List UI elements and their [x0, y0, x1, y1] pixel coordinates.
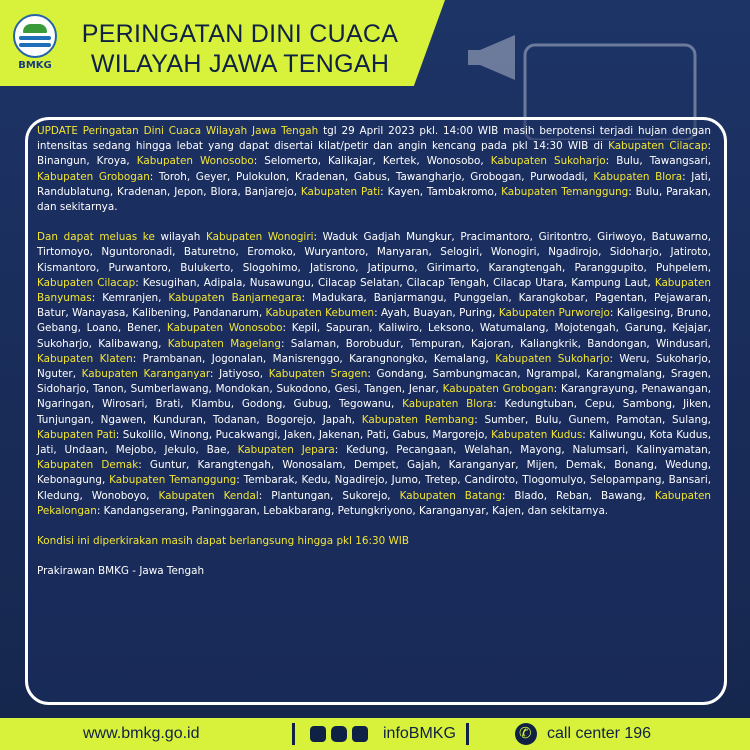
highlight-text: Kabupaten Pati: [37, 428, 116, 441]
body-text: : Plantungan, Sukorejo,: [258, 489, 400, 502]
highlight-text: Kabupaten Magelang: [167, 337, 281, 350]
logo-text: BMKG: [18, 60, 52, 71]
highlight-text: Kabupaten Wonosobo: [166, 322, 283, 335]
body-text: : Karangrayung, Penawangan, Ngaringan, Wirosari, Brati, Klambu, Godong, Gubug, Tegowanu,: [37, 383, 711, 411]
page-title-line2: WILAYAH JAWA TENGAH: [90, 50, 390, 78]
warning-content: [37, 124, 711, 594]
body-text: : Selomerto, Kalikajar, Kertek, Wonosobo,: [253, 155, 491, 168]
body-text: : Kaligesing, Bruno, Gebang, Loano, Bener,: [37, 307, 712, 335]
body-text: : Madukara, Banjarmangu, Punggelan, Karangkobar, Pagentan, Pejawaran, Batur, Wanayasa, Kalibening, Pandanarum,: [37, 292, 711, 320]
highlight-text: Kabupaten Demak: [37, 459, 139, 472]
highlight-text: Kabupaten Sukoharjo: [490, 155, 606, 168]
highlight-text: Kabupaten Blora: [593, 170, 683, 183]
highlight-text: Kabupaten Grobogan: [442, 383, 554, 396]
youtube-icon[interactable]: [352, 726, 368, 742]
body-text: : Blado, Reban, Bawang,: [501, 489, 655, 502]
phone-icon: [515, 723, 537, 745]
highlight-text: UPDATE Peringatan Dini Cuaca Wilayah Jawa Tengah: [37, 125, 319, 137]
body-text: : Bulu, Parakan, dan sekitarnya.: [37, 185, 711, 214]
bmkg-logo: [10, 14, 60, 76]
highlight-text: Kabupaten Pati: [300, 185, 381, 198]
body-text: : Kedung, Pecangaan, Welahan, Mayong, Nalumsari, Kalinyamatan,: [334, 444, 711, 457]
body-text: : Kesugihan, Adipala, Nusawungu, Cilacap Selatan, Cilacap Tengah, Cilacap Utara, Kampung Laut,: [135, 276, 655, 289]
highlight-text: Kabupaten Banjarnegara: [168, 292, 302, 305]
highlight-text: Kabupaten Kendal: [158, 489, 259, 502]
warning-paragraph-2: [37, 230, 711, 519]
body-text: : Kaliwungu, Kota Kudus, Jati, Undaan, Mejobo, Jekulo, Bae,: [37, 428, 711, 457]
forecaster-signature: Prakirawan BMKG - Jawa Tengah: [37, 565, 205, 578]
body-text: : Kemranjen,: [91, 292, 169, 305]
highlight-text: Kabupaten Cilacap: [37, 276, 136, 289]
highlight-text: Kabupaten Sragen: [268, 368, 368, 381]
body-text: : Binangun, Kroya,: [37, 140, 711, 168]
highlight-text: Kabupaten Kebumen: [265, 307, 375, 320]
highlight-text: Kabupaten Temanggung: [501, 185, 629, 198]
body-text: tgl 29 April 2023 pkl. 14:00 WIB masih berpotensi terjadi hujan dengan intensitas sedang hingga lebat yang dapat disertai kilat/petir dan angin kencang pada pkl 14:30 WIB di: [37, 125, 711, 153]
highlight-text: Kabupaten Rembang: [361, 413, 475, 426]
highlight-text: Kabupaten Klaten: [37, 352, 133, 365]
footer-divider: [292, 723, 295, 745]
page-title-line1: PERINGATAN DINI CUACA: [81, 20, 399, 48]
highlight-text: Kabupaten Wonogiri: [205, 231, 314, 244]
body-text: : Salaman, Borobudur, Tempuran, Kajoran, Kaliangkrik, Bandongan, Windusari,: [280, 337, 711, 350]
body-text: : Ayah, Buayan, Puring,: [374, 307, 499, 320]
highlight-text: Kabupaten Sukoharjo: [495, 352, 610, 365]
footer-bar: [0, 718, 750, 750]
highlight-text: Kabupaten Wonosobo: [136, 155, 254, 168]
body-text: wilayah: [154, 231, 206, 244]
social-icons: [310, 726, 368, 742]
call-center[interactable]: call center 196: [547, 725, 652, 742]
highlight-text: Kabupaten Cilacap: [608, 140, 708, 153]
body-text: : Tembarak, Kedu, Ngadirejo, Jumo, Tretep, Candiroto, Tlogomulyo, Selopampang, Bansari, Kledung, Wonoboyo,: [37, 474, 712, 502]
body-text: : Kayen, Tambakromo,: [380, 185, 502, 198]
highlight-text: Kabupaten Temanggung: [109, 474, 237, 487]
duration-notice: Kondisi ini diperkirakan masih dapat berlangsung hingga pkl 16:30 WIB: [37, 535, 409, 548]
highlight-text: Kabupaten Grobogan: [37, 170, 150, 183]
warning-paragraph-1: [37, 124, 711, 215]
highlight-text: Kabupaten Purworejo: [498, 307, 610, 320]
body-text: : Bulu, Tawangsari,: [605, 155, 712, 168]
instagram-icon[interactable]: [331, 726, 347, 742]
social-handle[interactable]: infoBMKG: [383, 725, 456, 742]
body-text: : Guntur, Karangtengah, Wonosalam, Dempet, Gajah, Karanganyar, Mijen, Demak, Bonang, Wedung, Kebonagung,: [37, 459, 711, 487]
megaphone-icon: [468, 35, 515, 80]
body-text: : Weru, Sukoharjo, Nguter,: [37, 352, 711, 381]
body-text: : Jatiyoso,: [209, 368, 269, 381]
bmkg-emblem-icon: [13, 14, 57, 58]
highlight-text: Kabupaten Jepara: [237, 444, 335, 457]
highlight-text: Kabupaten Kudus: [491, 428, 583, 441]
highlight-text: Kabupaten Blora: [402, 398, 494, 411]
body-text: : Kedungtuban, Cepu, Sambong, Jiken, Tunjungan, Ngawen, Kunduran, Todanan, Bogorejo, Japah,: [37, 398, 711, 426]
highlight-text: Kabupaten Banyumas: [37, 276, 712, 305]
body-text: : Jati, Randublatung, Kradenan, Jepon, Blora, Banjarejo,: [37, 170, 712, 198]
website-link[interactable]: www.bmkg.go.id: [83, 725, 200, 742]
highlight-text: Kabupaten Karanganyar: [81, 368, 210, 381]
footer-divider: [466, 723, 469, 745]
highlight-text: Dan dapat meluas ke: [37, 231, 155, 244]
highlight-text: Kabupaten Pekalongan: [37, 489, 712, 517]
body-text: : Sumber, Bulu, Gunem, Pamotan, Sulang,: [474, 413, 711, 426]
body-text: : Sukolilo, Winong, Pucakwangi, Jaken, Jakenan, Pati, Gabus, Margorejo,: [115, 428, 492, 441]
highlight-text: Kabupaten Batang: [399, 489, 502, 502]
body-text: : Kandangserang, Paninggaran, Lebakbarang, Petungkriyono, Karanganyar, Kajen, dan sekitarnya.: [96, 504, 609, 517]
body-text: : Prambanan, Jogonalan, Manisrenggo, Karangnongko, Kemalang,: [132, 352, 496, 365]
body-text: : Waduk Gadjah Mungkur, Pracimantoro, Giritontro, Giriwoyo, Batuwarno, Tirtomoyo, Nguntoronadi, Baturetno, Eromoko, Wuryantoro, Manyaran, Selogiri, Wonogiri, Ngadirojo, Sidoharjo, Jatiroto, Kismantoro, Purwantoro, Bulukerto, Slogohimo, Jatisrono, Jatipurno, Girimarto, Karangtengah, Paranggupito, Puhpelem,: [37, 231, 711, 274]
body-text: : Kepil, Sapuran, Kaliwiro, Leksono, Watumalang, Mojotengah, Garung, Kejajar, Sukoharjo, Kalibawang,: [37, 322, 712, 350]
twitter-icon[interactable]: [310, 726, 326, 742]
body-text: : Gondang, Sambungmacan, Ngrampal, Karangmalang, Sragen, Sidoharjo, Tanon, Sumberlawang, Mondokan, Sukodono, Gesi, Tangen, Jenar,: [37, 368, 711, 396]
body-text: : Toroh, Geyer, Pulokulon, Kradenan, Gabus, Tawangharjo, Grobogan, Purwodadi,: [149, 170, 594, 183]
